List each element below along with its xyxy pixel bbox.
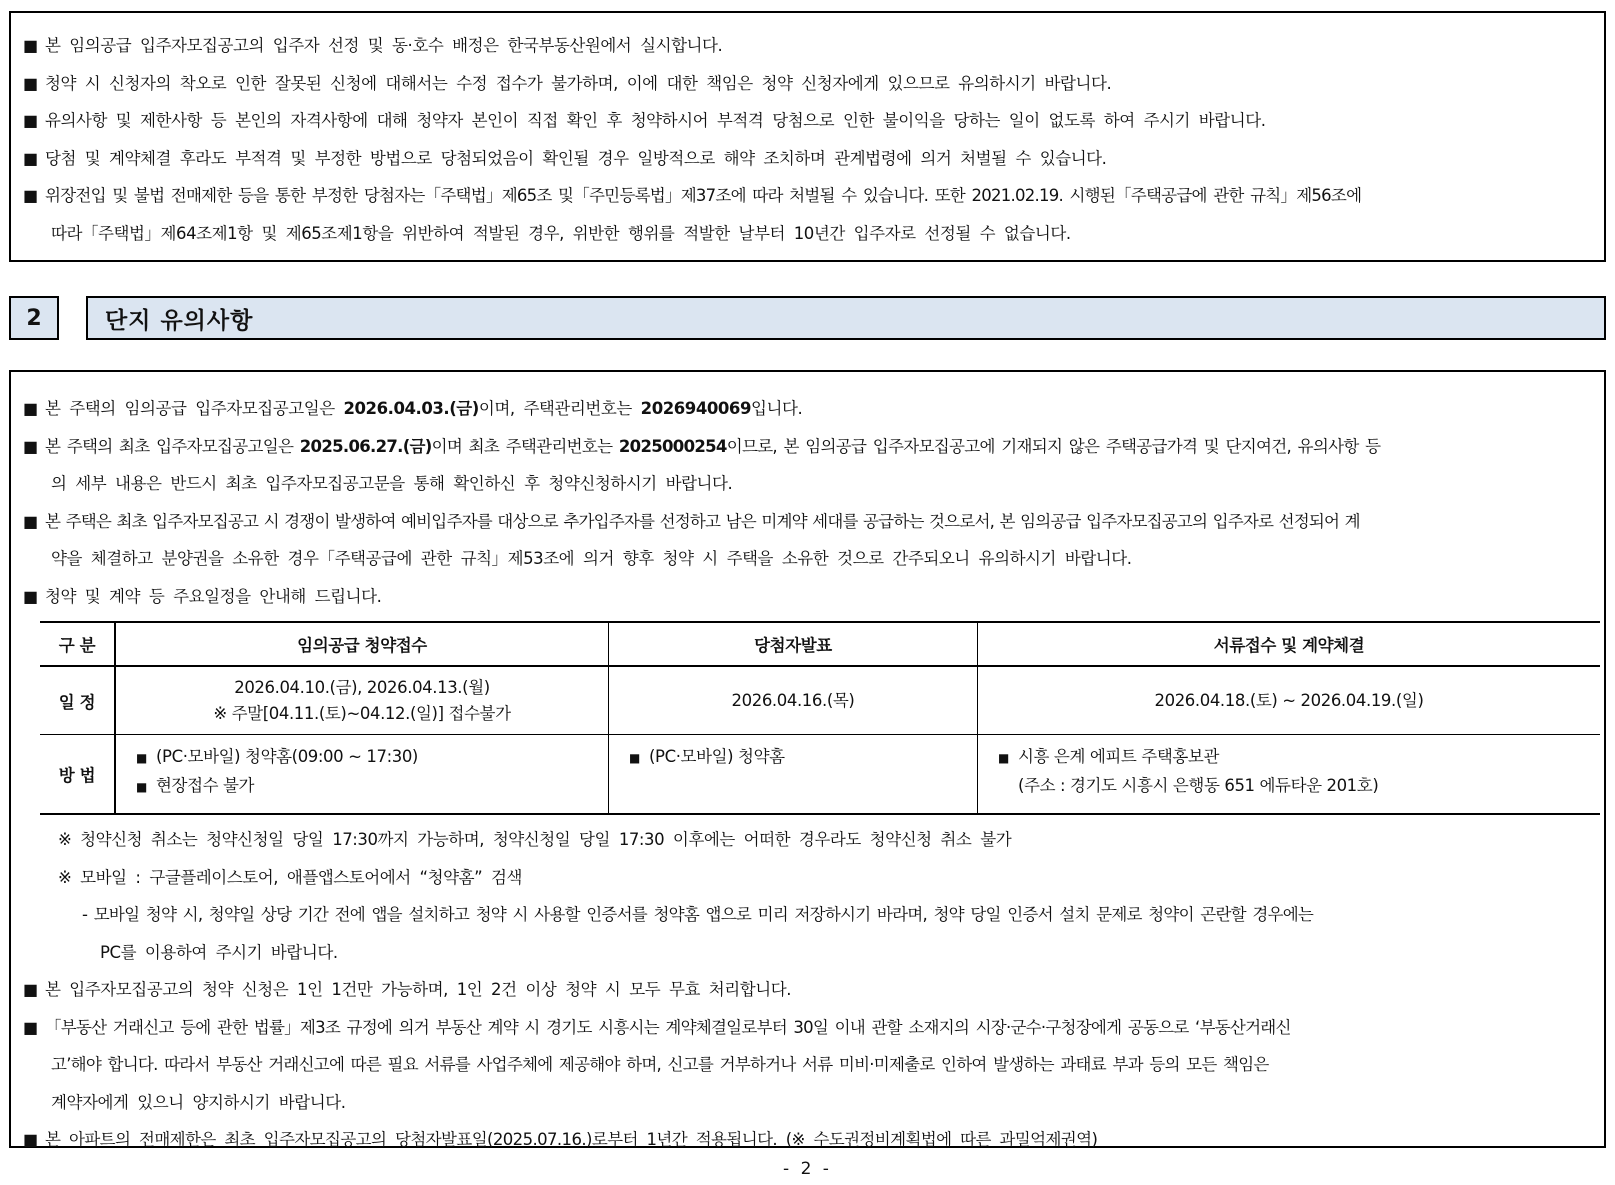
square-bullet-icon: ■ — [23, 399, 38, 418]
table-cell: ■ 시흥 은계 에피트 주택홍보관 (주소 : 경기도 시흥시 은행동 651 에듀타운 201호) — [978, 735, 1601, 815]
table-cell: ■ (PC·모바일) 청약홈 — [609, 735, 978, 815]
square-bullet-icon: ■ — [23, 586, 38, 606]
note-sub-line-continued: PC를 이용하여 주시기 바랍니다. — [100, 942, 338, 962]
initial-announcement-date: 2025.06.27.(금) — [299, 436, 432, 456]
notice-line: ■ 본 주택의 최초 입주자모집공고일은 2025.06.27.(금)이며 최초 주택관리번호는 2025000254이므로, 본 임의공급 입주자모집공고에 기재되지 않은 주택공급가격 및 단지여건, 유의사항 등 — [23, 428, 1592, 466]
square-bullet-icon: ■ — [23, 980, 38, 999]
square-bullet-icon: ■ — [23, 111, 38, 130]
notice-line-continued: 고’해야 합니다. 따라서 부동산 거래신고에 따른 필요 서류를 사업주체에 제공해야 하며, 신고를 거부하거나 서류 미비·미제출로 인하여 발생하는 과태료 부과 등의 모든 책임은 — [51, 1055, 1269, 1074]
square-bullet-icon: ■ — [23, 186, 38, 205]
schedule-table — [40, 621, 1600, 815]
square-bullet-icon: ■ — [23, 1017, 38, 1037]
table-header: 임의공급 청약접수 — [115, 622, 609, 666]
table-header: 서류접수 및 계약체결 — [978, 622, 1601, 666]
announcement-date: 2026.04.03.(금) — [343, 399, 479, 418]
row-label: 방 법 — [40, 735, 115, 815]
notice-line: ■ 본 주택의 임의공급 입주자모집공고일은 2026.04.03.(금)이며, 주택관리번호는 2026940069입니다. — [23, 390, 1592, 428]
square-bullet-icon: ■ — [23, 1130, 38, 1149]
table-row — [40, 735, 1600, 815]
table-header: 당첨자발표 — [609, 622, 978, 666]
notice-box-general — [9, 11, 1606, 262]
notice-line-continued: 계약자에게 있으니 양지하시기 바랍니다. — [51, 1092, 346, 1112]
notice-line-continued: 의 세부 내용은 반드시 최초 입주자모집공고문을 통해 확인하신 후 청약신청하시기 바랍니다. — [51, 474, 733, 493]
note-line: ※ 청약신청 취소는 청약신청일 당일 17:30까지 가능하며, 청약신청일 당일 17:30 이후에는 어떠한 경우라도 청약신청 취소 불가 — [58, 830, 1012, 849]
square-bullet-icon: ■ — [23, 36, 38, 55]
square-bullet-icon: ■ — [23, 511, 38, 531]
notice-line: ■ 「부동산 거래신고 등에 관한 법률」제3조 규정에 의거 부동산 계약 시 경기도 시흥시는 계약체결일로부터 30일 이내 관할 소재지의 시장·군수·구청장에게 공동으로 ‘부동산거래신 — [23, 1009, 1592, 1047]
table-header-row — [40, 622, 1600, 666]
section-number: 2 — [9, 296, 59, 340]
table-cell: 2026.04.16.(목) — [609, 666, 978, 735]
row-label: 일 정 — [40, 666, 115, 735]
notice-line: ■ 본 입주자모집공고의 청약 신청은 1인 1건만 가능하며, 1인 2건 이상 청약 시 모두 무효 처리합니다. — [23, 971, 1592, 1009]
square-bullet-icon: ■ — [136, 751, 147, 765]
square-bullet-icon: ■ — [998, 751, 1009, 765]
square-bullet-icon: ■ — [629, 751, 640, 765]
initial-housing-management-number: 2025000254 — [618, 436, 727, 456]
square-bullet-icon: ■ — [23, 73, 38, 93]
notice-line: ■ 본 임의공급 입주자모집공고의 입주자 선정 및 동·호수 배정은 한국부동산원에서 실시합니다. — [23, 27, 1592, 65]
section-title: 단지 유의사항 — [86, 296, 1606, 340]
table-cell: 2026.04.18.(토) ~ 2026.04.19.(일) — [978, 666, 1601, 735]
housing-management-number: 2026940069 — [640, 399, 751, 418]
table-cell: 2026.04.10.(금), 2026.04.13.(월) ※ 주말[04.11.(토)~04.12.(일)] 접수불가 — [115, 666, 609, 735]
notice-line: ■ 청약 시 신청자의 착오로 인한 잘못된 신청에 대해서는 수정 접수가 불가하며, 이에 대한 책임은 청약 신청자에게 있으므로 유의하시기 바랍니다. — [23, 65, 1592, 103]
table-cell: ■ (PC·모바일) 청약홈(09:00 ~ 17:30) ■ 현장접수 불가 — [115, 735, 609, 815]
notice-line: ■ 본 주택은 최초 입주자모집공고 시 경쟁이 발생하여 예비입주자를 대상으로 추가입주자를 선정하고 남은 미계약 세대를 공급하는 것으로서, 본 임의공급 입주자모집공고의 입주자로 선정되어 계 — [23, 503, 1592, 541]
page-number: - 2 - — [783, 1159, 832, 1179]
table-row — [40, 666, 1600, 735]
note-sub-line: - 모바일 청약 시, 청약일 상당 기간 전에 앱을 설치하고 청약 시 사용할 인증서를 청약홈 앱으로 미리 저장하시기 바라며, 청약 당일 인증서 설치 문제로 청약이 곤란할 경우에는 — [82, 905, 1314, 924]
notice-line: ■ 청약 및 계약 등 주요일정을 안내해 드립니다. — [23, 578, 1592, 616]
notice-line: ■ 당첨 및 계약체결 후라도 부적격 및 부정한 방법으로 당첨되었음이 확인될 경우 일방적으로 해약 조치하며 관계법령에 의거 처벌될 수 있습니다. — [23, 140, 1592, 178]
square-bullet-icon: ■ — [23, 148, 38, 168]
table-header: 구 분 — [40, 622, 115, 666]
notice-line: ■ 유의사항 및 제한사항 등 본인의 자격사항에 대해 청약자 본인이 직접 확인 후 청약하시어 부적격 당첨으로 인한 불이익을 당하는 일이 없도록 하여 주시기 바랍니다. — [23, 102, 1592, 140]
square-bullet-icon: ■ — [23, 436, 38, 456]
notice-line: ■ 위장전입 및 불법 전매제한 등을 통한 부정한 당첨자는「주택법」제65조 및「주민등록법」제37조에 따라 처벌될 수 있습니다. 또한 2021.02.19. 시행된「주택공급에 관한 규칙」제56조에 — [23, 177, 1592, 215]
square-bullet-icon: ■ — [136, 780, 147, 794]
notice-line-continued: 약을 체결하고 분양권을 소유한 경우「주택공급에 관한 규칙」제53조에 의거 향후 청약 시 주택을 소유한 것으로 간주되오니 유의하시기 바랍니다. — [51, 549, 1132, 568]
notice-line-continued: 따라「주택법」제64조제1항 및 제65조제1항을 위반하여 적발된 경우, 위반한 행위를 적발한 날부터 10년간 입주자로 선정될 수 없습니다. — [51, 223, 1071, 243]
note-line: ※ 모바일 : 구글플레이스토어, 애플앱스토어에서 “청약홈” 검색 — [58, 867, 522, 887]
notice-box-complex — [9, 370, 1606, 1148]
notice-line: ■ 본 아파트의 전매제한은 최초 입주자모집공고의 당첨자발표일(2025.07.16.)로부터 1년간 적용됩니다. (※ 수도권정비계획법에 따른 과밀억제권역) — [23, 1121, 1592, 1159]
